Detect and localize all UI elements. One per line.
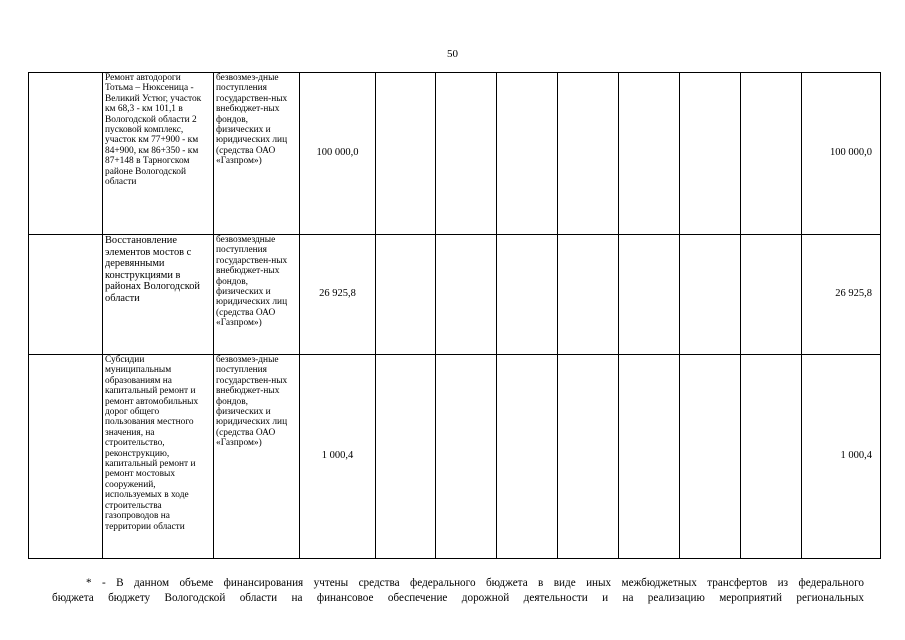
total-value-cell: 100 000,0 xyxy=(300,73,376,235)
empty-cell xyxy=(619,355,680,559)
footnote-line: * - В данном объеме финансирования учтены средства федерального бюджета в виде иных межбюджетных трансфертов из федерального xyxy=(86,577,864,589)
empty-cell xyxy=(497,235,558,355)
empty-cell xyxy=(741,235,802,355)
empty-cell xyxy=(376,355,436,559)
table-row xyxy=(29,235,881,355)
empty-cell xyxy=(558,235,619,355)
funding-source-cell: безвозмез-дные поступления государствен-ных внебюджет-ных фондов, физических и юридических лиц (средства ОАО «Газпром») xyxy=(214,355,300,559)
empty-cell xyxy=(619,73,680,235)
footnote xyxy=(52,576,864,606)
object-name-cell: Восстановление элементов мостов с деревянными конструкциями в районах Вологодской области xyxy=(103,235,214,355)
empty-cell xyxy=(497,355,558,559)
empty-cell xyxy=(680,235,741,355)
budget-table xyxy=(28,72,881,559)
empty-cell xyxy=(29,73,103,235)
last-year-value-cell: 1 000,4 xyxy=(802,355,881,559)
empty-cell xyxy=(436,235,497,355)
funding-source-cell: безвозмездные поступления государствен-ных внебюджет-ных фондов, физических и юридических лиц (средства ОАО «Газпром») xyxy=(214,235,300,355)
funding-source-cell: безвозмез-дные поступления государствен-ных внебюджет-ных фондов, физических и юридических лиц (средства ОАО «Газпром») xyxy=(214,73,300,235)
table-row xyxy=(29,73,881,235)
empty-cell xyxy=(497,73,558,235)
empty-cell xyxy=(741,73,802,235)
total-value-cell: 1 000,4 xyxy=(300,355,376,559)
object-name-cell: Субсидии муниципальным образованиям на капитальный ремонт и ремонт автомобильных дорог общего пользования местного значения, на строительство, реконструкцию, капитальный ремонт и ремонт мостовых сооружений, используемых в ходе строительства газопроводов на территории области xyxy=(103,355,214,559)
empty-cell xyxy=(619,235,680,355)
last-year-value-cell: 26 925,8 xyxy=(802,235,881,355)
empty-cell xyxy=(558,355,619,559)
total-value-cell: 26 925,8 xyxy=(300,235,376,355)
empty-cell xyxy=(680,73,741,235)
empty-cell xyxy=(376,235,436,355)
empty-cell xyxy=(558,73,619,235)
last-year-value-cell: 100 000,0 xyxy=(802,73,881,235)
empty-cell xyxy=(376,73,436,235)
empty-cell xyxy=(436,73,497,235)
page-number: 50 xyxy=(447,48,458,60)
object-name-cell: Ремонт автодороги Тотьма – Нюксеница - Великий Устюг, участок км 68,3 - км 101,1 в Вологодской области 2 пусковой комплекс, участок км 77+900 - км 84+900, км 86+350 - км 87+148 в Тарногском районе Вологодской области xyxy=(103,73,214,235)
empty-cell xyxy=(29,355,103,559)
empty-cell xyxy=(29,235,103,355)
empty-cell xyxy=(741,355,802,559)
footnote-line: бюджета бюджету Вологодской области на финансовое обеспечение дорожной деятельности и на реализацию мероприятий региональных xyxy=(52,592,864,604)
empty-cell xyxy=(680,355,741,559)
empty-cell xyxy=(436,355,497,559)
table-row xyxy=(29,355,881,559)
